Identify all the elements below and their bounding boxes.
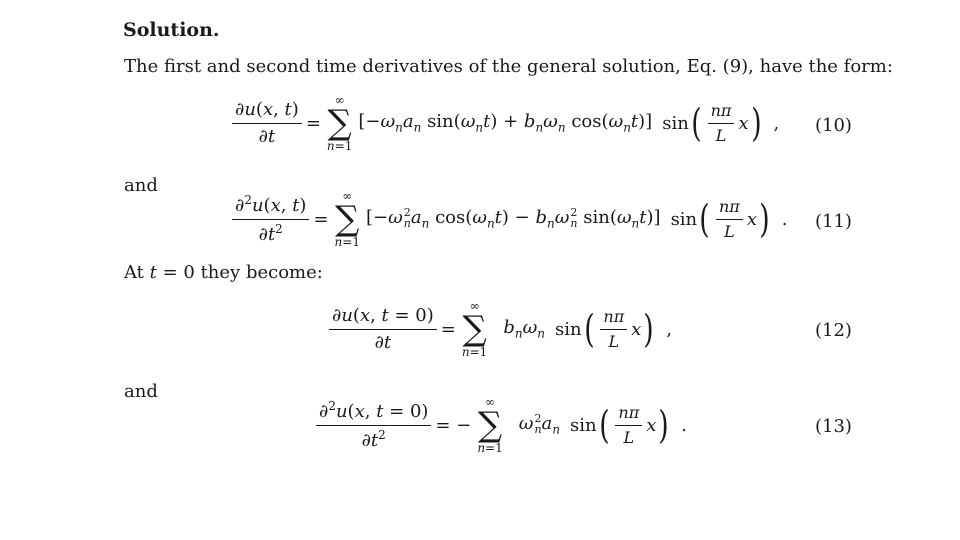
equation-number-11: (11) (815, 211, 852, 232)
intro-paragraph: The first and second time derivatives of the general solution, Eq. (9), have the form: (124, 56, 893, 77)
equation-10: $\frac{\partial u(x, t)}{\partial t}$ = ∞ ∑ n=1 [$-\omega_na_n$ $\sin(\omega_nt) + b_n\omega_n$ $\cos(\omega_nt)$] sin ( $\frac{n\pi}{L}$ x ) , (228, 94, 779, 152)
condition-text: At t = 0 they become: (124, 262, 323, 283)
equation-11: $\frac{\partial^2u(x, t)}{\partial t^2}$ = ∞ ∑ n=1 [−ω 2 n $a_n$ $\cos(\omega_nt) - b_n\omega$ 2 n $\sin(\omega_nt)$] sin ( $\frac{n\pi}{L}$ x ) . (228, 190, 788, 248)
section-heading: Solution. (123, 19, 220, 41)
connector-text-2: and (124, 381, 158, 402)
equation-12: $\frac{\partial u(x, t = 0)}{\partial t}$ = ∞ ∑ n=1 $b_n\omega_n$ sin ( $\frac{n\pi}{L}$ x ) , (325, 300, 672, 358)
equation-13: $\frac{\partial^2u(x, t = 0)}{\partial t^2}$ = − ∞ ∑ n=1 ω 2 n $a_n$ sin ( $\frac{n\pi}{L}$ x ) . (312, 396, 687, 454)
connector-text: and (124, 175, 158, 196)
condition-text-suffix: they become: (200, 262, 323, 283)
equation-number-13: (13) (815, 416, 852, 437)
equation-number-10: (10) (815, 115, 852, 136)
equation-number-12: (12) (815, 320, 852, 341)
